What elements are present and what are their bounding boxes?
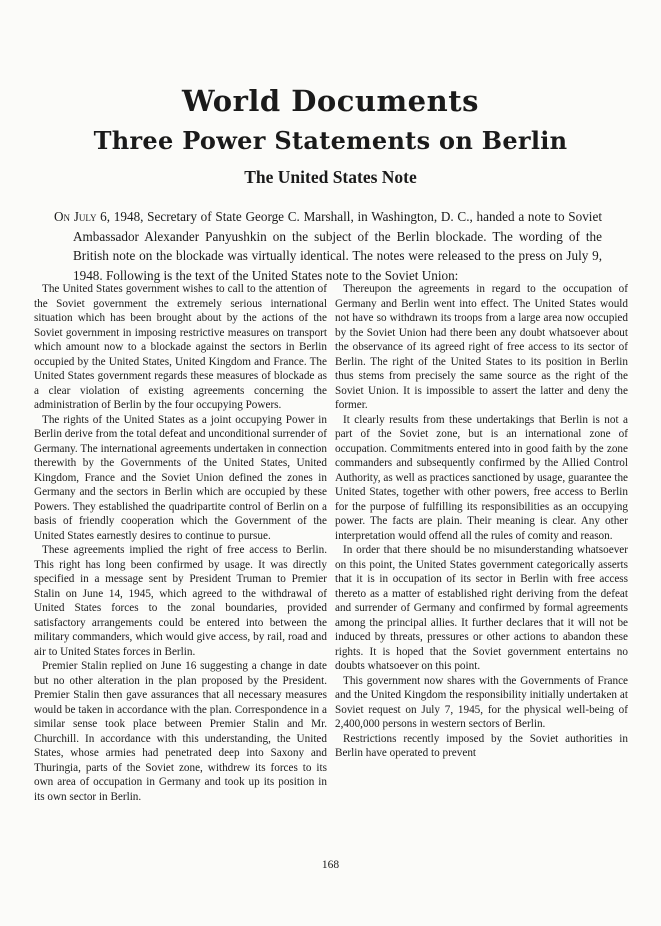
subtitle: The United States Note (244, 167, 417, 187)
body-paragraph: Restrictions recently imposed by the Soviet authorities in Berlin have operated to prevent (335, 732, 628, 759)
body-paragraph: This government now shares with the Governments of France and the United Kingdom the responsibility initially undertaken at Soviet request on July 7, 1945, for the physical well-being of 2,400,000 persons in western sectors of Berlin. (335, 674, 628, 730)
body-paragraph: In order that there should be no misunderstanding whatsoever on this point, the United States government categorically asserts that it is in occupation of its sector in Berlin with free access thereto as a matter of established right deriving from the defeat and surrender of Germany and confirmed by formal agreements among the principal allies. It further declares that it will not be induced by threats, pressures or other actions to abandon these rights. It is hoped that the Soviet government entertains no doubts whatsoever on this point. (335, 544, 628, 672)
body-paragraph: Premier Stalin replied on June 16 suggesting a change in date but no other alteration in the plan proposed by the President. Premier Stalin then gave assurances that all necessary measures would be taken in accordance with the plan. Correspondence in a similar sense took place between Premier Stalin and Mr. Churchill. In accordance with this understanding, the United States, whose armies had penetrated deep into Saxony and Thuringia, parts of the Soviet zone, withdrew its forces to its own area of occupation in Germany and took up its position in its own sector in Berlin. (34, 660, 327, 803)
body-paragraph: The rights of the United States as a joint occupying Power in Berlin derive from the total defeat and unconditional surrender of Germany. The international agreements undertaken in connection therewith by the Governments of the United States, United Kingdom, France and the Soviet Union defined the zones in Germany and the sectors in Berlin which are occupied by these Powers. They established the quadripartite control of Berlin on a basis of friendly cooperation which the Government of the United States earnestly desires to continue to pursue. (34, 413, 327, 542)
column-right (335, 282, 628, 862)
section-title: World Documents (182, 84, 479, 118)
article-title: Three Power Statements on Berlin (93, 126, 568, 155)
body-paragraph: These agreements implied the right of free access to Berlin. This right has long been confirmed by usage. It was directly specified in a message sent by President Truman to Premier Stalin on June 14, 1945, which agreed to the withdrawal of United States forces to the zonal boundaries, provided satisfactory arrangements could be entered into between the military commanders, which would give access, by rail, road and air to United States forces in Berlin. (34, 544, 327, 658)
body-paragraph: The United States government wishes to call to the attention of the Soviet government the extremely serious international situation which has been brought about by the actions of the Soviet government in imposing restrictive measures on transport which amount now to a blockade against the sectors in Berlin occupied by the United States, United Kingdom and France. The United States government regards these measures of blockade as a clear violation of existing agreements concerning the administration of Berlin by the four occupying Powers. (34, 283, 327, 411)
column-left (34, 282, 327, 862)
intro-paragraph (54, 207, 602, 286)
body-paragraph: Thereupon the agreements in regard to the occupation of Germany and Berlin went into effect. The United States would not have so withdrawn its troops from a large area now occupied by the Soviet Union had there been any doubt whatsoever about the observance of its agreed right of free access to its sector of Berlin. The right of the United States to its position in Berlin thus stems from precisely the same source as the right of the Soviet Union. It is impossible to assert the latter and deny the former. (335, 283, 628, 411)
body-paragraph: It clearly results from these undertakings that Berlin is not a part of the Soviet zone, but is an international zone of occupation. Commitments entered into in good faith by the zone commanders and subsequently confirmed by the Allied Control Authority, as well as practices sanctioned by usage, guarantee the United States, together with other powers, free access to Berlin for the purpose of fulfilling its responsibilities as an occupying power. The facts are plain. Their meaning is clear. Any other interpretation would offend all the rules of comity and reason. (335, 413, 628, 542)
intro-text: 6, 1948, Secretary of State George C. Marshall, in Washington, D. C., handed a note to Soviet Ambassador Alexander Panyushkin on the subject of the Berlin blockade. The wording of the British note on the blockade was virtually identical. The notes were released to the press on July 9, 1948. Following is the text of the United States note to the Soviet Union: (73, 209, 602, 284)
page-number: 168 (321, 859, 340, 871)
intro-lead-caps: On July (54, 209, 97, 224)
